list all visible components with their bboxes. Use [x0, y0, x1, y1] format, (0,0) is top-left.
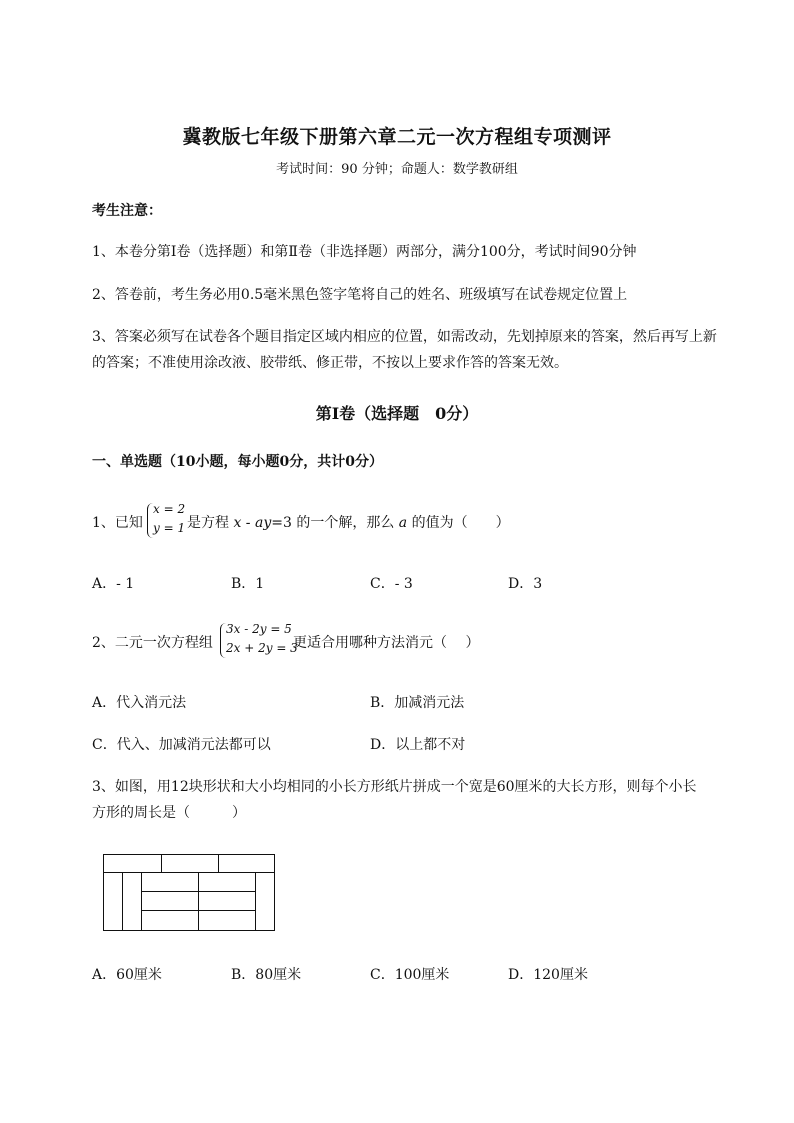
q1-stem-b: =3 的一个解，那么 — [271, 515, 399, 531]
q3-figure — [103, 854, 275, 931]
q2-option-c[interactable]: C．代入、加减消元法都可以 — [92, 737, 271, 753]
page-title: 冀教版七年级下册第六章二元一次方程组专项测评 — [182, 126, 612, 148]
notice-item-2: 2、答卷前，考生务必用0.5毫米黑色签字笔将自己的姓名、班级填写在试卷规定位置上 — [92, 287, 628, 303]
q1-stem-c: 的值为（ ） — [407, 515, 510, 531]
q1-var: a — [398, 515, 408, 531]
notice-item-3-cont: 的答案；不准使用涂改液、胶带纸、修正带，不按以上要求作答的答案无效。 — [92, 355, 568, 371]
q2-eq-1: 3x - 2y = 5 — [226, 622, 292, 636]
q1-option-a[interactable]: A．- 1 — [92, 576, 135, 592]
q2-prefix: 2、二元一次方程组 — [92, 635, 213, 651]
figure-line — [141, 891, 255, 892]
exam-info: 考试时间：90 分钟；命题人：数学教研组 — [276, 162, 518, 177]
figure-line — [255, 872, 256, 930]
q2-system — [226, 620, 298, 658]
q1-system — [153, 500, 185, 538]
figure-line — [104, 872, 274, 873]
section-title: 第I卷（选择题 0分） — [315, 404, 479, 423]
q2-eq-2: 2x + 2y = 3 — [226, 641, 298, 655]
q1-eq-2: y = 1 — [153, 521, 186, 535]
q3-stem-line-2: 方形的周长是（ ） — [92, 805, 246, 821]
q2-option-b[interactable]: B．加减消元法 — [370, 695, 465, 711]
q2-option-d[interactable]: D．以上都不对 — [370, 737, 466, 753]
q1-expr: x - ay — [233, 515, 272, 531]
q3-option-b[interactable]: B．80厘米 — [231, 967, 302, 983]
q2-option-a[interactable]: A．代入消元法 — [92, 695, 187, 711]
q1-option-b[interactable]: B．1 — [231, 576, 265, 592]
part-heading: 一、单选题（10小题，每小题0分，共计0分） — [92, 454, 383, 470]
q1-option-d[interactable]: D．3 — [508, 576, 543, 592]
q1-eq-1: x = 2 — [153, 502, 186, 516]
notice-heading: 考生注意： — [92, 203, 162, 219]
notice-item-1: 1、本卷分第I卷（选择题）和第Ⅱ卷（非选择题）两部分，满分100分，考试时间90分钟 — [92, 244, 637, 260]
q3-option-d[interactable]: D．120厘米 — [508, 967, 588, 983]
figure-line — [218, 855, 219, 872]
q1-option-c[interactable]: C．- 3 — [370, 576, 413, 592]
notice-item-3: 3、答案必须写在试卷各个题目指定区域内相应的位置，如需改动，先划掉原来的答案，然后再写上新 — [92, 329, 717, 345]
q1-stem-a: 是方程 — [187, 515, 234, 531]
q1-stem — [187, 512, 510, 532]
q3-stem-line-1: 3、如图，用12块形状和大小均相同的小长方形纸片拼成一个宽是60厘米的大长方形，则每个小长 — [92, 779, 697, 795]
figure-line — [122, 872, 123, 930]
q3-option-c[interactable]: C．100厘米 — [370, 967, 450, 983]
figure-line — [141, 872, 142, 930]
q2-stem: 更适合用哪种方法消元（ ） — [293, 635, 480, 651]
q3-option-a[interactable]: A．60厘米 — [92, 967, 162, 983]
figure-line — [141, 910, 255, 911]
figure-line — [198, 872, 199, 930]
q1-prefix: 1、已知 — [92, 515, 143, 531]
figure-line — [161, 855, 162, 872]
